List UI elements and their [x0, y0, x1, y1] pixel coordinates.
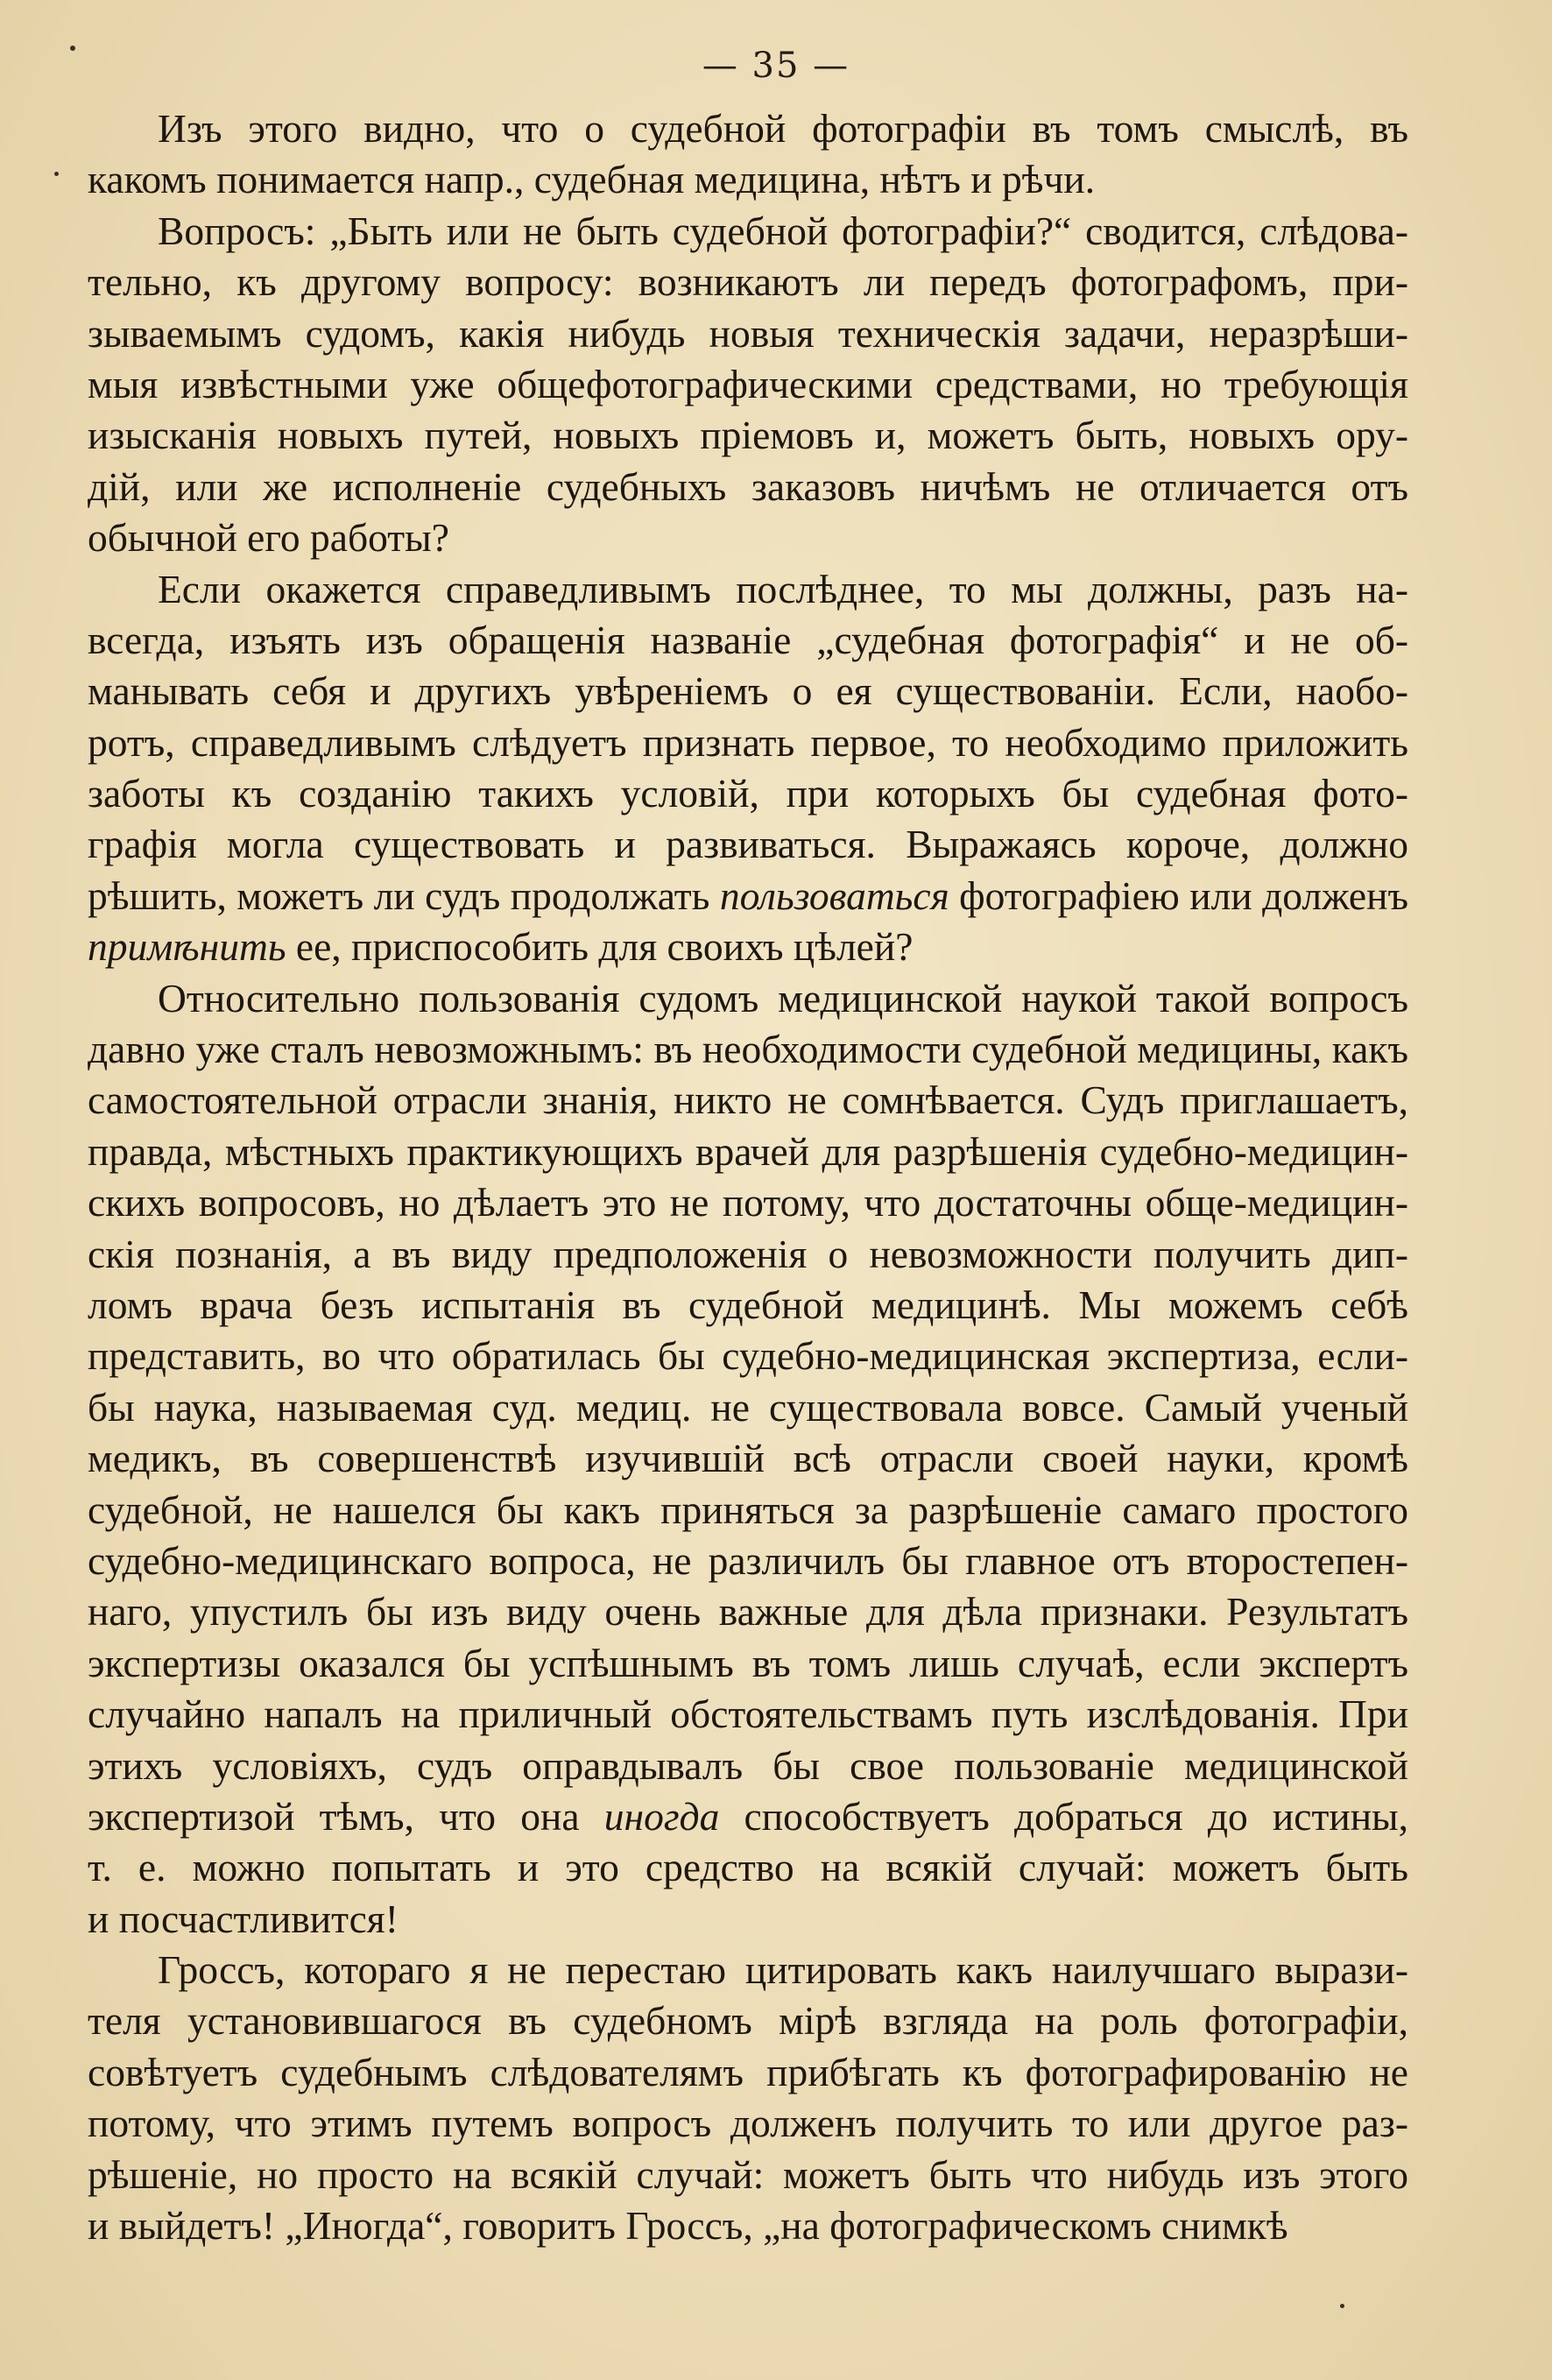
text-line: экспертизы оказался бы успѣшнымъ въ томъ лишь случаѣ, если экспертъ	[88, 1640, 1408, 1685]
text-line: рѣшеніе, но просто на всякій случай: можетъ быть что нибудь изъ этого	[88, 2151, 1408, 2197]
text-line: Гроссъ, котораго я не перестаю цитировать какъ наилучшаго вырази-	[158, 1947, 1408, 1993]
text-line: Если окажется справедливымъ послѣднее, то мы должны, разъ на-	[158, 566, 1408, 611]
text-line: тельно, къ другому вопросу: возникаютъ ли передъ фотографомъ, при-	[88, 259, 1408, 305]
text-line: зываемымъ судомъ, какія нибудь новыя техническія задачи, неразрѣши-	[88, 310, 1408, 356]
text-line: дій, или же исполненіе судебныхъ заказовъ ничѣмъ не отличается отъ	[88, 463, 1408, 509]
text-line: потому, что этимъ путемъ вопросъ долженъ получить то или другое раз-	[88, 2101, 1408, 2146]
text-line: Относительно пользованія судомъ медицинской наукой такой вопросъ	[158, 975, 1408, 1021]
ink-speck	[54, 172, 59, 176]
text-line: заботы къ созданію такихъ условій, при которыхъ бы судебная фото-	[88, 771, 1408, 816]
paragraph	[88, 564, 1408, 973]
text-line: давно уже сталъ невозможнымъ: въ необходимости судебной медицины, какъ	[88, 1027, 1408, 1072]
text-line: мыя извѣстными уже общефотографическими средствами, но требующія	[88, 361, 1408, 406]
text-line: примѣнить ее, приспособить для своихъ цѣлей?	[88, 924, 914, 970]
text-line: самостоятельной отрасли знанія, никто не сомнѣвается. Судъ приглашаетъ,	[88, 1077, 1408, 1123]
text-line: теля установившагося въ судебномъ мірѣ взгляда на роль фотографіи,	[88, 1998, 1408, 2044]
ink-speck	[70, 46, 75, 51]
text-line: всегда, изъять изъ обращенія названіе „судебная фотографія“ и не об-	[88, 617, 1408, 662]
text-line: бы наука, называемая суд. медиц. не существовала вовсе. Самый ученый	[88, 1384, 1408, 1430]
paragraph	[88, 973, 1408, 1945]
text-line: этихъ условіяхъ, судъ оправдывалъ бы свое пользованіе медицинской	[88, 1742, 1408, 1788]
text-line: рѣшить, можетъ ли судъ продолжать пользоваться фотографіею или долженъ	[88, 872, 1408, 918]
text-line: скія познанія, а въ виду предположенія о невозможности получить дип-	[88, 1231, 1408, 1276]
text-line: представить, во что обратилась бы судебно-медицинская экспертиза, если-	[88, 1333, 1408, 1379]
text-line: экспертизой тѣмъ, что она иногда способствуетъ добраться до истины,	[88, 1793, 1408, 1839]
text-line: изысканія новыхъ путей, новыхъ пріемовъ и, можетъ быть, новыхъ ору-	[88, 413, 1408, 458]
text-line: и выйдетъ! „Иногда“, говоритъ Гроссъ, „на фотографическомъ снимкѣ	[88, 2203, 1288, 2249]
text-line: наго, упустилъ бы изъ виду очень важные для дѣла признаки. Результатъ	[88, 1589, 1408, 1635]
text-line: манывать себя и другихъ увѣреніемъ о ея существованіи. Если, наобо-	[88, 668, 1408, 714]
page-number: — 35 —	[702, 46, 850, 86]
text-line: обычной его работы?	[88, 515, 449, 561]
paragraph	[88, 1945, 1408, 2251]
text-line: медикъ, въ совершенствѣ изучившій всѣ отрасли своей науки, кромѣ	[88, 1436, 1408, 1481]
text-line: и посчастливится!	[88, 1896, 399, 1941]
text-line: ломъ врача безъ испытанія въ судебной медицинѣ. Мы можемъ себѣ	[88, 1282, 1408, 1327]
text-line: Изъ этого видно, что о судебной фотографіи въ томъ смыслѣ, въ	[158, 106, 1408, 151]
text-line: графія могла существовать и развиваться. Выражаясь короче, должно	[88, 822, 1408, 867]
text-line: скихъ вопросовъ, но дѣлаетъ это не потому, что достаточны обще-медицин-	[88, 1180, 1408, 1225]
text-line: Вопросъ: „Быть или не быть судебной фотографіи?“ сводится, слѣдова-	[158, 208, 1408, 253]
text-line: случайно напалъ на приличный обстоятельствамъ путь изслѣдованія. При	[88, 1691, 1408, 1737]
text-line: ротъ, справедливымъ слѣдуетъ признать первое, то необходимо приложить	[88, 719, 1408, 765]
text-line: т. е. можно попытать и это средство на всякій случай: можетъ быть	[88, 1845, 1408, 1890]
body-text	[88, 103, 1408, 2251]
text-line: какомъ понимается напр., судебная медицина, нѣтъ и рѣчи.	[88, 157, 1096, 202]
paragraph	[88, 103, 1408, 206]
ink-speck	[1340, 2304, 1344, 2308]
text-line: совѣтуетъ судебнымъ слѣдователямъ прибѣгать къ фотографированію не	[88, 2049, 1408, 2094]
text-line: правда, мѣстныхъ практикующихъ врачей для разрѣшенія судебно-медицин-	[88, 1128, 1408, 1174]
text-line: судебно-медицинскаго вопроса, не различилъ бы главное отъ второстепен-	[88, 1537, 1408, 1583]
text-line: судебной, не нашелся бы какъ приняться за разрѣшеніе самаго простого	[88, 1487, 1408, 1532]
paragraph	[88, 206, 1408, 564]
